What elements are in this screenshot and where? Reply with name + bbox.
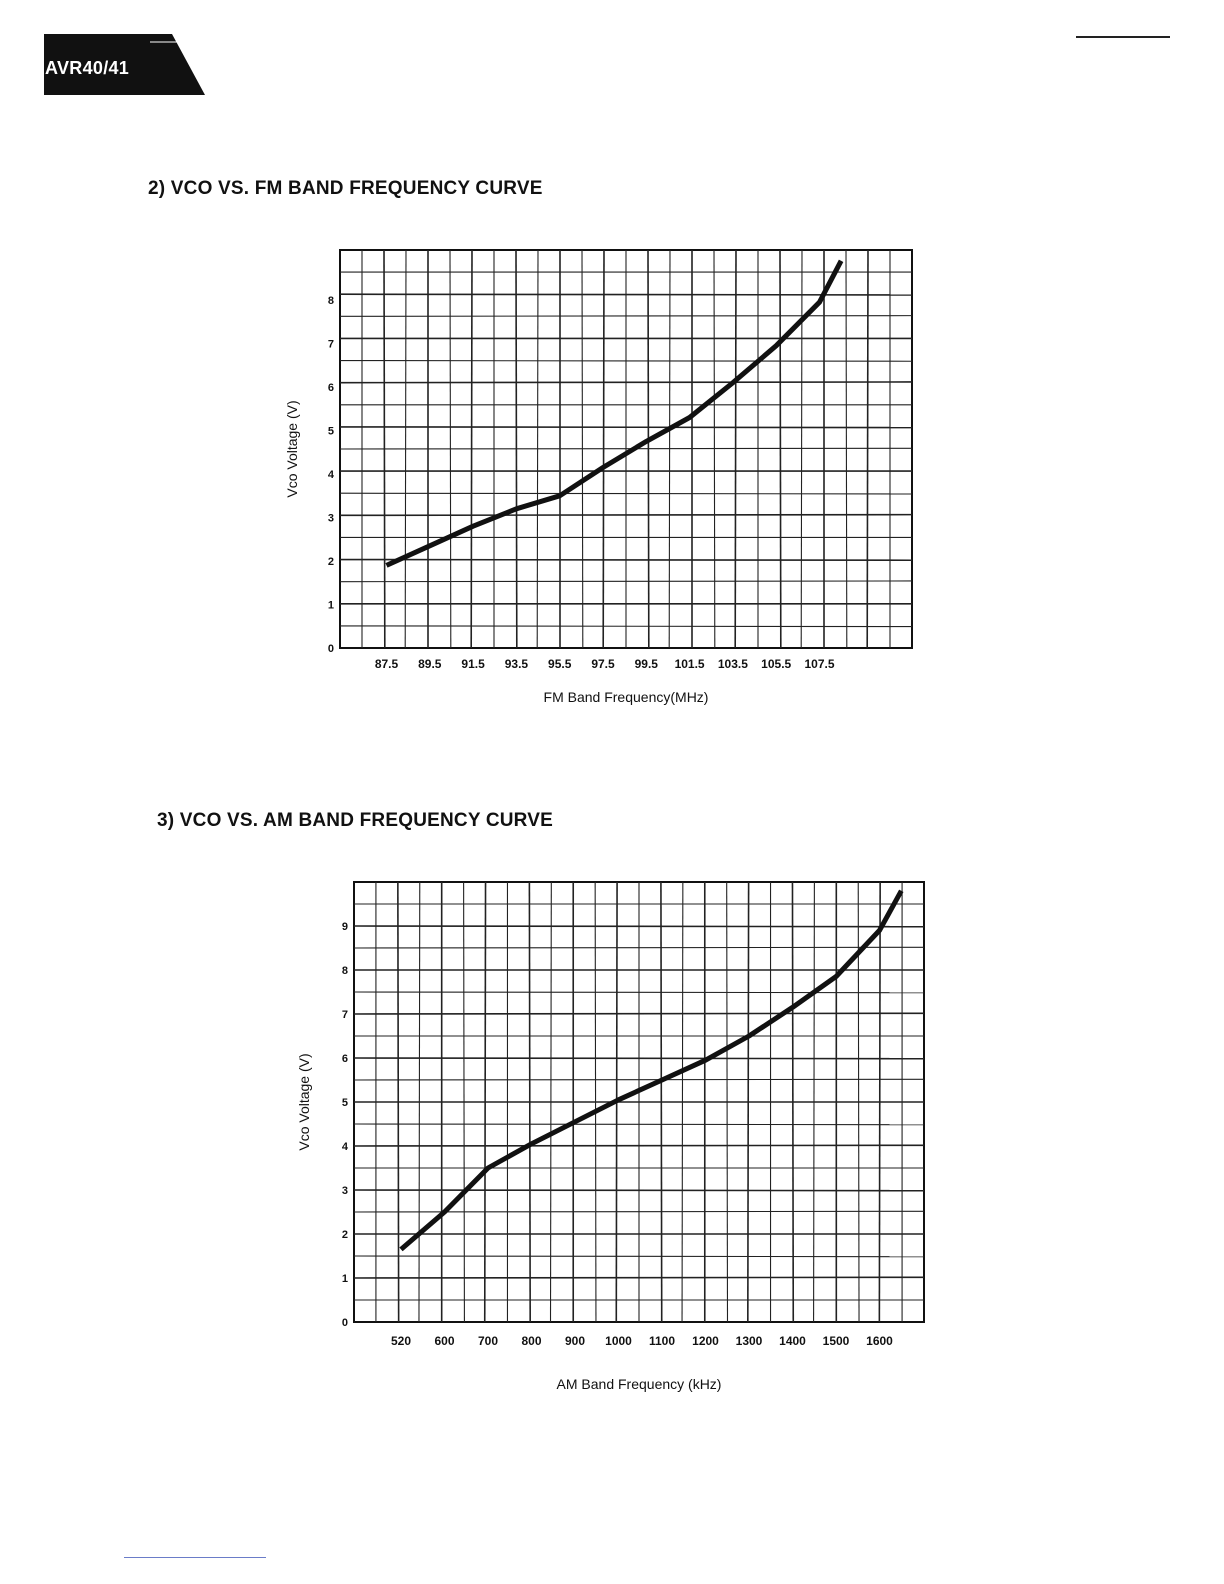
am-y-axis-label: Vco Voltage (V) bbox=[296, 1053, 312, 1151]
am-series-line bbox=[401, 891, 901, 1250]
am-xtick-label: 1200 bbox=[692, 1334, 719, 1348]
model-label: AVR40/41 bbox=[45, 58, 130, 78]
am-ytick-label: 9 bbox=[341, 921, 348, 933]
am-grid-hline bbox=[354, 1124, 924, 1125]
fm-xtick-label: 103.5 bbox=[717, 657, 748, 671]
am-ytick-label: 3 bbox=[341, 1185, 348, 1197]
am-xtick-label: 1600 bbox=[866, 1334, 893, 1348]
fm-grid-hline bbox=[340, 361, 912, 362]
fm-grid-hline bbox=[340, 581, 912, 582]
fm-grid-hline bbox=[340, 515, 912, 516]
am-xtick-label: 1000 bbox=[605, 1334, 632, 1348]
am-xtick-label: 1500 bbox=[822, 1334, 850, 1348]
am-xtick-label: 900 bbox=[564, 1334, 586, 1348]
fm-ytick-label: 3 bbox=[327, 512, 334, 525]
fm-xtick-label: 99.5 bbox=[634, 657, 658, 671]
fm-section-title: 2) VCO VS. FM BAND FREQUENCY CURVE bbox=[148, 178, 543, 199]
am-ytick-label: 2 bbox=[341, 1229, 348, 1241]
am-ytick-label: 0 bbox=[341, 1317, 348, 1329]
fm-xtick-label: 95.5 bbox=[548, 657, 572, 671]
fm-ytick-label: 7 bbox=[327, 338, 334, 351]
am-xtick-label: 520 bbox=[390, 1334, 412, 1348]
am-grid-hline bbox=[354, 947, 924, 948]
fm-grid-hline bbox=[340, 493, 912, 494]
am-grid-hline bbox=[354, 1256, 924, 1257]
fm-ytick-label: 0 bbox=[327, 643, 334, 655]
fm-xtick-label: 101.5 bbox=[674, 657, 705, 671]
am-grid-hline bbox=[354, 1145, 924, 1146]
fm-grid-vline bbox=[867, 250, 868, 648]
am-ytick-label: 8 bbox=[341, 965, 348, 977]
fm-grid-vline bbox=[801, 250, 802, 648]
am-xtick-label: 1100 bbox=[648, 1334, 676, 1348]
am-x-axis-label: AM Band Frequency (kHz) bbox=[556, 1376, 722, 1392]
am-grid-hline bbox=[354, 1277, 924, 1278]
fm-grid-hline bbox=[340, 427, 912, 428]
fm-series-line bbox=[387, 261, 842, 566]
fm-ytick-label: 8 bbox=[327, 295, 334, 307]
fm-y-axis-label: Vco Voltage (V) bbox=[284, 400, 300, 498]
fm-x-axis-label: FM Band Frequency(MHz) bbox=[543, 689, 709, 705]
am-grid-hline bbox=[354, 1211, 924, 1212]
fm-grid-hline bbox=[340, 448, 912, 449]
fm-grid-hline bbox=[340, 560, 912, 561]
am-xtick-label: 1300 bbox=[735, 1334, 763, 1348]
fm-xtick-label: 89.5 bbox=[418, 657, 442, 671]
am-grid-hline bbox=[354, 1079, 924, 1080]
fm-grid-vline bbox=[846, 250, 847, 648]
am-grid-hline bbox=[354, 1190, 924, 1191]
am-grid-hline bbox=[354, 992, 924, 993]
am-xtick-label: 700 bbox=[477, 1334, 499, 1348]
fm-ytick-label: 6 bbox=[327, 382, 334, 394]
fm-grid-hline bbox=[340, 626, 912, 627]
fm-xtick-label: 97.5 bbox=[591, 657, 615, 671]
am-xtick-label: 1400 bbox=[779, 1334, 806, 1348]
fm-xtick-label: 107.5 bbox=[804, 657, 835, 671]
fm-ytick-label: 4 bbox=[327, 469, 334, 481]
fm-xtick-label: 87.5 bbox=[374, 657, 399, 671]
fm-ytick-label: 2 bbox=[327, 556, 334, 568]
fm-ytick-label: 1 bbox=[327, 599, 334, 612]
am-ytick-label: 4 bbox=[341, 1141, 348, 1153]
fm-xtick-label: 93.5 bbox=[504, 657, 529, 671]
am-ytick-label: 7 bbox=[341, 1009, 348, 1021]
am-section-title: 3) VCO VS. AM BAND FREQUENCY CURVE bbox=[157, 810, 554, 831]
fm-grid-hline bbox=[340, 382, 912, 383]
am-grid-hline bbox=[354, 1058, 924, 1059]
fm-xtick-label: 105.5 bbox=[761, 657, 792, 671]
fm-ytick-label: 5 bbox=[327, 425, 334, 438]
fm-grid-hline bbox=[340, 316, 912, 317]
am-grid-hline bbox=[354, 926, 924, 927]
am-ytick-label: 6 bbox=[341, 1053, 348, 1065]
am-ytick-label: 1 bbox=[341, 1273, 348, 1285]
am-xtick-label: 800 bbox=[521, 1334, 542, 1348]
am-ytick-label: 5 bbox=[341, 1097, 348, 1109]
am-grid-hline bbox=[354, 1013, 924, 1014]
fm-xtick-label: 91.5 bbox=[461, 657, 485, 671]
am-xtick-label: 600 bbox=[434, 1334, 455, 1348]
